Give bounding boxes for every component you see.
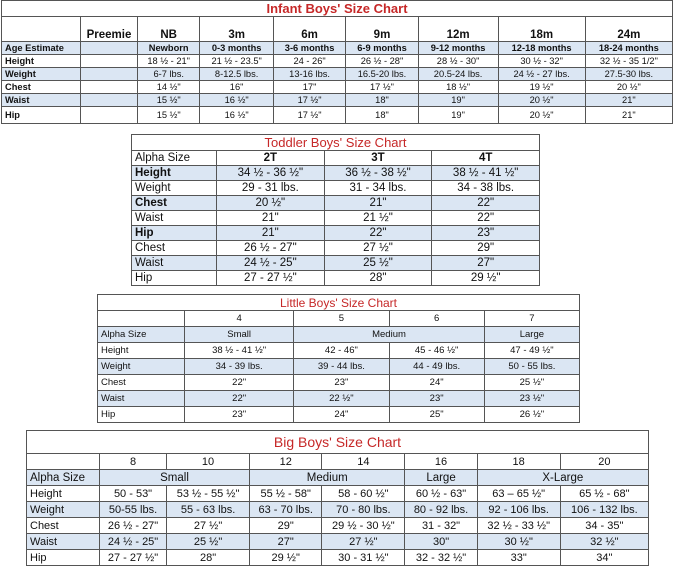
table-cell: 12-18 months: [498, 42, 585, 55]
table-cell: 23": [185, 407, 294, 423]
table-cell: 18 ½ - 21": [138, 55, 200, 68]
infant-header-cell: 24m: [585, 17, 672, 42]
table-cell: 34": [560, 550, 648, 566]
table-cell: [81, 68, 138, 81]
table-cell: 17 ½": [273, 107, 345, 124]
infant-header-cell: 6m: [273, 17, 345, 42]
table-cell: 38 ½ - 41 ½": [432, 166, 540, 181]
row-label: Weight: [2, 68, 81, 81]
table-cell: 38 ½ - 41 ½": [185, 343, 294, 359]
table-cell: 25 ½": [324, 256, 432, 271]
row-label: Alpha Size: [27, 470, 100, 486]
table-cell: 13-16 lbs.: [273, 68, 345, 81]
infant-header-cell: 12m: [418, 17, 498, 42]
row-label: Hip: [132, 226, 217, 241]
size-group: Large: [484, 327, 579, 343]
table-cell: 21": [585, 94, 672, 107]
table-cell: 3-6 months: [273, 42, 345, 55]
infant-header-cell: 9m: [346, 17, 418, 42]
table-cell: 24 ½ - 25": [100, 534, 167, 550]
table-cell: 22": [324, 226, 432, 241]
table-row: [98, 407, 580, 423]
infant-header-cell: 18m: [498, 17, 585, 42]
row-label: Chest: [98, 375, 185, 391]
table-cell: 24 ½ - 27 lbs.: [498, 68, 585, 81]
row-label: Age Estimate: [2, 42, 81, 55]
table-cell: 22": [432, 211, 540, 226]
table-cell: 31 - 34 lbs.: [324, 181, 432, 196]
table-row: [27, 502, 649, 518]
table-cell: 22 ½": [294, 391, 389, 407]
table-row: [2, 107, 673, 124]
table-cell: 9-12 months: [418, 42, 498, 55]
row-label: Weight: [132, 181, 217, 196]
table-cell: [27, 454, 100, 470]
size-number: 14: [322, 454, 405, 470]
table-cell: 22": [185, 375, 294, 391]
size-number: 7: [484, 311, 579, 327]
row-label: Waist: [132, 256, 217, 271]
row-label: Waist: [2, 94, 81, 107]
table-row: [132, 211, 540, 226]
table-cell: 70 - 80 lbs.: [322, 502, 405, 518]
size-number: 12: [250, 454, 322, 470]
table-cell: 25 ½": [484, 375, 579, 391]
size-number: 20: [560, 454, 648, 470]
table-row: [98, 391, 580, 407]
table-cell: 15 ½": [138, 107, 200, 124]
table-row: [98, 375, 580, 391]
infant-chart-title: Infant Boys' Size Chart: [2, 1, 673, 17]
table-cell: 34 - 39 lbs.: [185, 359, 294, 375]
table-cell: 60 ½ - 63": [405, 486, 477, 502]
table-row: [132, 256, 540, 271]
table-cell: 28": [324, 271, 432, 286]
table-cell: 34 - 35": [560, 518, 648, 534]
table-cell: 21": [324, 196, 432, 211]
table-cell: 18": [346, 94, 418, 107]
table-cell: 29 ½ - 30 ½": [322, 518, 405, 534]
table-cell: 23 ½": [484, 391, 579, 407]
table-cell: 22": [432, 196, 540, 211]
row-label: Hip: [27, 550, 100, 566]
table-cell: 44 - 49 lbs.: [389, 359, 484, 375]
table-cell: 27 ½": [322, 534, 405, 550]
table-cell: 23": [294, 375, 389, 391]
table-cell: 14 ½": [138, 81, 200, 94]
infant-header-cell: 3m: [200, 17, 273, 42]
row-label: Chest: [27, 518, 100, 534]
row-label: Chest: [132, 241, 217, 256]
table-cell: 8-12.5 lbs.: [200, 68, 273, 81]
infant-header-cell: [2, 17, 81, 42]
table-cell: 45 - 46 ½": [389, 343, 484, 359]
row-label: Waist: [27, 534, 100, 550]
table-cell: 20.5-24 lbs.: [418, 68, 498, 81]
table-cell: 21": [585, 107, 672, 124]
toddler-size-chart: [131, 134, 540, 286]
big-size-chart: [26, 430, 649, 566]
table-cell: 20 ½": [217, 196, 325, 211]
table-cell: 16": [200, 81, 273, 94]
big-size-row: [27, 454, 649, 470]
table-cell: 24": [294, 407, 389, 423]
table-cell: 0-3 months: [200, 42, 273, 55]
table-cell: 23": [389, 391, 484, 407]
size-group: Medium: [294, 327, 484, 343]
row-label: Waist: [132, 211, 217, 226]
size-group: X-Large: [477, 470, 648, 486]
size-number: 18: [477, 454, 560, 470]
little-group-row: [98, 327, 580, 343]
table-cell: 32 ½ - 35 1/2": [585, 55, 672, 68]
little-size-row: [98, 311, 580, 327]
table-cell: 26 ½": [484, 407, 579, 423]
size-number: 6: [389, 311, 484, 327]
table-row: [132, 196, 540, 211]
little-chart-title: Little Boys' Size Chart: [98, 295, 580, 311]
table-cell: 55 ½ - 58": [250, 486, 322, 502]
table-cell: 27": [432, 256, 540, 271]
row-label: Chest: [2, 81, 81, 94]
table-row: [2, 94, 673, 107]
infant-header-cell: NB: [138, 17, 200, 42]
table-row: [27, 534, 649, 550]
table-cell: [81, 42, 138, 55]
table-cell: 65 ½ - 68": [560, 486, 648, 502]
little-size-chart: [97, 294, 580, 423]
infant-header-cell: Preemie: [81, 17, 138, 42]
table-cell: 30 - 31 ½": [322, 550, 405, 566]
row-label: Waist: [98, 391, 185, 407]
table-cell: 16 ½": [200, 107, 273, 124]
row-label: Weight: [27, 502, 100, 518]
size-number: 8: [100, 454, 167, 470]
row-label: Height: [132, 166, 217, 181]
table-row: [27, 518, 649, 534]
row-label: Height: [98, 343, 185, 359]
table-cell: 24 ½ - 25": [217, 256, 325, 271]
table-cell: 29 ½": [432, 271, 540, 286]
size-number: 16: [405, 454, 477, 470]
table-cell: 58 - 60 ½": [322, 486, 405, 502]
header-cell: 4T: [432, 151, 540, 166]
table-cell: 19": [418, 107, 498, 124]
table-cell: 16 ½": [200, 94, 273, 107]
header-cell: Alpha Size: [132, 151, 217, 166]
table-cell: [81, 107, 138, 124]
table-row: [132, 166, 540, 181]
table-cell: 28": [167, 550, 250, 566]
size-group: Small: [100, 470, 250, 486]
big-chart-title: Big Boys' Size Chart: [27, 431, 649, 454]
table-cell: 31 - 32": [405, 518, 477, 534]
toddler-chart-title: Toddler Boys' Size Chart: [132, 135, 540, 151]
table-cell: 36 ½ - 38 ½": [324, 166, 432, 181]
table-cell: 63 – 65 ½": [477, 486, 560, 502]
toddler-header-row: [132, 151, 540, 166]
table-cell: 18": [346, 107, 418, 124]
table-cell: 21 ½ - 23.5": [200, 55, 273, 68]
size-group: Medium: [250, 470, 405, 486]
header-cell: 2T: [217, 151, 325, 166]
table-cell: 22": [185, 391, 294, 407]
table-cell: 50-55 lbs.: [100, 502, 167, 518]
size-number: 10: [167, 454, 250, 470]
table-cell: 33": [477, 550, 560, 566]
table-row: [2, 42, 673, 55]
table-cell: 39 - 44 lbs.: [294, 359, 389, 375]
table-cell: 27": [250, 534, 322, 550]
size-group: Small: [185, 327, 294, 343]
row-label: Chest: [132, 196, 217, 211]
table-cell: 106 - 132 lbs.: [560, 502, 648, 518]
table-cell: 17 ½": [346, 81, 418, 94]
table-cell: 55 - 63 lbs.: [167, 502, 250, 518]
table-row: [132, 241, 540, 256]
table-row: [27, 486, 649, 502]
table-cell: 17 ½": [273, 94, 345, 107]
table-cell: 80 - 92 lbs.: [405, 502, 477, 518]
row-label: Height: [27, 486, 100, 502]
table-cell: 34 - 38 lbs.: [432, 181, 540, 196]
table-row: [27, 550, 649, 566]
table-cell: 27 ½": [324, 241, 432, 256]
header-cell: 3T: [324, 151, 432, 166]
size-group: Large: [405, 470, 477, 486]
row-label: Hip: [98, 407, 185, 423]
table-cell: 29": [432, 241, 540, 256]
table-cell: 42 - 46": [294, 343, 389, 359]
table-cell: 25": [389, 407, 484, 423]
table-cell: Newborn: [138, 42, 200, 55]
table-cell: 92 - 106 lbs.: [477, 502, 560, 518]
size-number: 5: [294, 311, 389, 327]
table-cell: 32 ½ - 33 ½": [477, 518, 560, 534]
table-cell: 28 ½ - 30": [418, 55, 498, 68]
table-cell: 32 - 32 ½": [405, 550, 477, 566]
table-cell: 6-9 months: [346, 42, 418, 55]
table-cell: 20 ½": [585, 81, 672, 94]
infant-size-chart: [1, 0, 673, 124]
table-cell: 53 ½ - 55 ½": [167, 486, 250, 502]
table-cell: 20 ½": [498, 107, 585, 124]
table-cell: 34 ½ - 36 ½": [217, 166, 325, 181]
row-label: Weight: [98, 359, 185, 375]
table-cell: 18 ½": [418, 81, 498, 94]
infant-header-row: [2, 17, 673, 42]
table-cell: 30": [405, 534, 477, 550]
row-label: Hip: [132, 271, 217, 286]
table-cell: 27 - 27 ½": [217, 271, 325, 286]
table-cell: [81, 55, 138, 68]
table-cell: 30 ½": [477, 534, 560, 550]
table-cell: 32 ½": [560, 534, 648, 550]
row-label: Alpha Size: [98, 327, 185, 343]
table-row: [2, 55, 673, 68]
table-cell: 27.5-30 lbs.: [585, 68, 672, 81]
table-cell: 16.5-20 lbs.: [346, 68, 418, 81]
table-cell: 23": [432, 226, 540, 241]
table-cell: 50 - 53": [100, 486, 167, 502]
table-row: [98, 359, 580, 375]
table-cell: 26 ½ - 28": [346, 55, 418, 68]
table-row: [132, 181, 540, 196]
table-cell: 20 ½": [498, 94, 585, 107]
size-number: 4: [185, 311, 294, 327]
table-cell: 27 - 27 ½": [100, 550, 167, 566]
table-cell: 19 ½": [498, 81, 585, 94]
table-cell: 50 - 55 lbs.: [484, 359, 579, 375]
table-cell: 24 - 26": [273, 55, 345, 68]
table-cell: 18-24 months: [585, 42, 672, 55]
table-cell: 24": [389, 375, 484, 391]
table-cell: 21": [217, 211, 325, 226]
table-cell: 19": [418, 94, 498, 107]
table-cell: [98, 311, 185, 327]
table-cell: 21": [217, 226, 325, 241]
table-cell: 21 ½": [324, 211, 432, 226]
table-cell: 6-7 lbs.: [138, 68, 200, 81]
table-cell: 29 ½": [250, 550, 322, 566]
table-cell: 29 - 31 lbs.: [217, 181, 325, 196]
table-cell: [81, 94, 138, 107]
row-label: Height: [2, 55, 81, 68]
table-cell: 26 ½ - 27": [100, 518, 167, 534]
table-cell: 47 - 49 ½": [484, 343, 579, 359]
table-cell: 63 - 70 lbs.: [250, 502, 322, 518]
table-row: [2, 68, 673, 81]
table-cell: 17": [273, 81, 345, 94]
table-row: [132, 271, 540, 286]
table-cell: 29": [250, 518, 322, 534]
big-group-row: [27, 470, 649, 486]
table-cell: [81, 81, 138, 94]
table-row: [132, 226, 540, 241]
table-row: [98, 343, 580, 359]
table-cell: 15 ½": [138, 94, 200, 107]
table-row: [2, 81, 673, 94]
table-cell: 26 ½ - 27": [217, 241, 325, 256]
table-cell: 27 ½": [167, 518, 250, 534]
table-cell: 30 ½ - 32": [498, 55, 585, 68]
row-label: Hip: [2, 107, 81, 124]
table-cell: 25 ½": [167, 534, 250, 550]
